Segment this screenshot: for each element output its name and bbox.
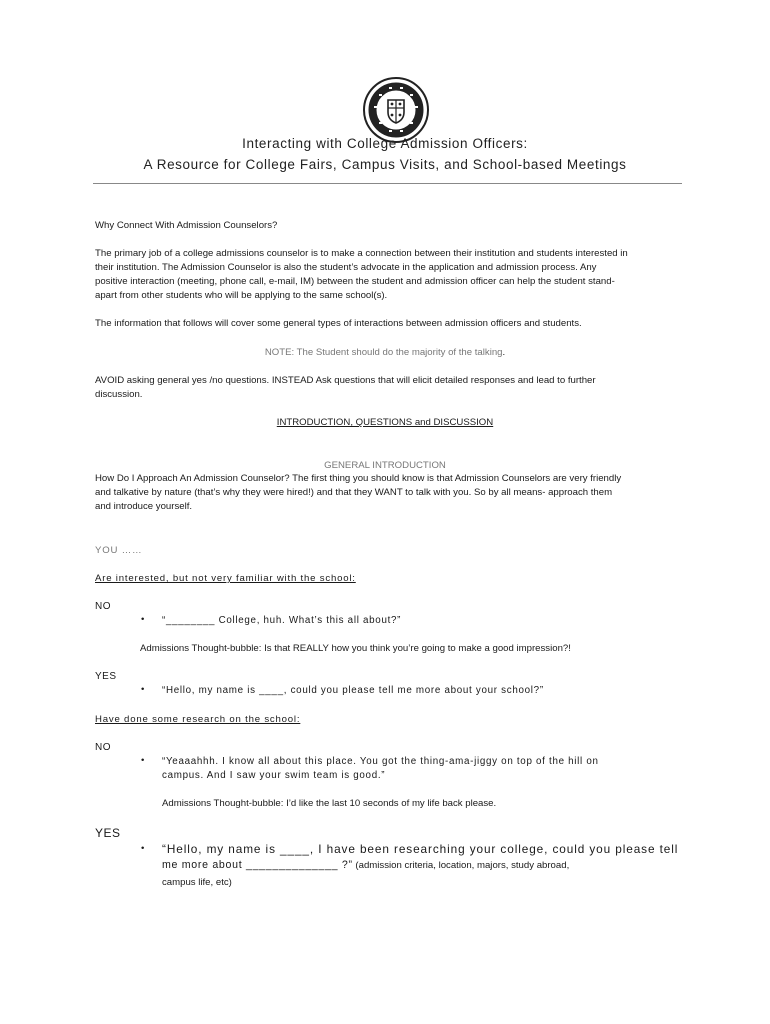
general-line3: and introduce yourself. xyxy=(95,501,193,512)
avoid-line1: AVOID asking general yes /no questions. INSTEAD Ask questions that will elicit detailed responses and lead to further xyxy=(95,375,596,386)
para1-line1: The primary job of a college admissions counselor is to make a connection between their institution and students interested in xyxy=(95,248,628,259)
no2-bullet-line2: campus. And I saw your swim team is good.” xyxy=(162,770,386,781)
note-line xyxy=(95,346,675,360)
subheading-done-research xyxy=(95,713,675,727)
no2-label: NO xyxy=(95,742,111,753)
yes2-bullet-line1: “Hello, my name is ____, I have been researching your college, could you please tell xyxy=(162,842,679,856)
yes2-label: YES xyxy=(95,826,121,840)
yes2-bullet-line2-quote: me more about ______________ ?” xyxy=(162,859,353,871)
subheading-not-familiar-text: Are interested, but not very familiar with the school: xyxy=(95,573,356,584)
para1-line3: positive interaction (meeting, phone call, e-mail, IM) between the student and admission officer can help the student stand- xyxy=(95,276,615,287)
yes1-label: YES xyxy=(95,671,117,682)
you-label: YOU …… xyxy=(95,545,143,556)
yes2-bullet-line2 xyxy=(162,858,682,873)
document-title-line1: Interacting with College Admission Officers: xyxy=(242,136,528,151)
para1-line4: apart from other students who will be applying to the same school(s). xyxy=(95,290,388,301)
document-title-line2: A Resource for College Fairs, Campus Visits, and School-based Meetings xyxy=(143,157,627,172)
bullet-icon: • xyxy=(141,755,145,766)
note-text: NOTE: The Student should do the majority of the talking xyxy=(264,347,503,358)
note-period: . xyxy=(502,347,506,358)
yes1-bullet-text: “Hello, my name is ____, could you please tell me more about your school?” xyxy=(162,685,544,696)
avoid-line2: discussion. xyxy=(95,389,143,400)
general-line1: How Do I Approach An Admission Counselor? The first thing you should know is that Admission Counselors are very friendly xyxy=(95,473,622,484)
title-divider xyxy=(93,183,682,184)
para2: The information that follows will cover some general types of interactions between admission officers and students. xyxy=(95,318,582,329)
school-seal-logo xyxy=(362,76,430,144)
section-heading xyxy=(95,416,675,430)
no1-label: NO xyxy=(95,601,111,612)
no1-bullet-text: “________ College, huh. What’s this all about?” xyxy=(162,615,402,626)
general-intro-heading: GENERAL INTRODUCTION xyxy=(324,460,446,471)
bullet-icon: • xyxy=(141,684,145,695)
no2-thought-bubble: Admissions Thought-bubble: I’d like the last 10 seconds of my life back please. xyxy=(162,798,497,809)
subheading-not-familiar xyxy=(95,572,675,586)
yes2-bullet-line3: campus life, etc) xyxy=(162,877,232,888)
no1-thought-bubble: Admissions Thought-bubble: Is that REALLY how you think you’re going to make a good impression?! xyxy=(140,643,571,654)
no2-bullet-line1: “Yeaaahhh. I know all about this place. You got the thing-ama-jiggy on top of the hill on xyxy=(162,756,599,767)
general-line2: and talkative by nature (that’s why they were hired!) and that they WANT to talk with you. So by all means- approach them xyxy=(95,487,613,498)
para1-line2: their institution. The Admission Counselor is also the student’s advocate in the application and admission process. Any xyxy=(95,262,597,273)
bullet-icon: • xyxy=(141,614,145,625)
bullet-icon: • xyxy=(141,843,145,854)
why-heading: Why Connect With Admission Counselors? xyxy=(95,220,278,231)
yes2-bullet-line2-examples: (admission criteria, location, majors, study abroad, xyxy=(352,860,570,871)
subheading-done-research-text: Have done some research on the school: xyxy=(95,714,301,725)
section-heading-text: INTRODUCTION, QUESTIONS and DISCUSSION xyxy=(276,417,494,428)
